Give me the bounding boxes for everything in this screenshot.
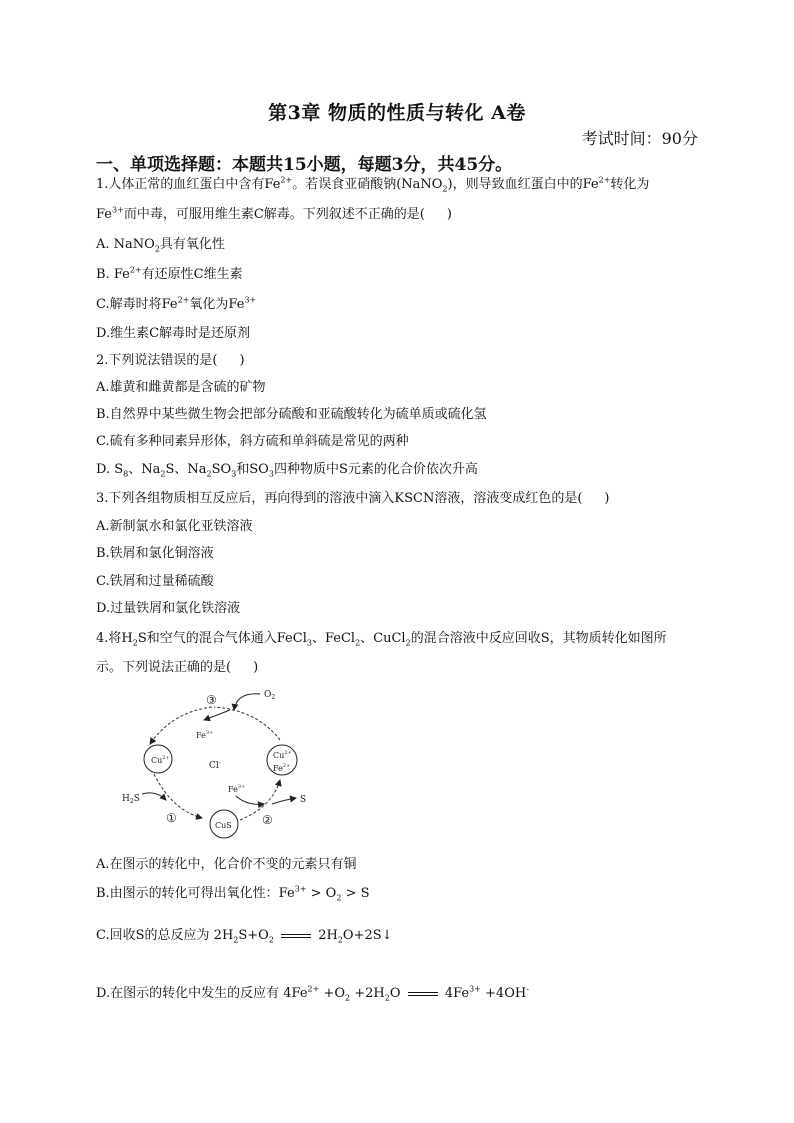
q1-option-d[interactable]: D.维生素C解毒时是还原剂 [96,326,251,341]
s-out-arrow [272,798,296,804]
q4-option-a[interactable]: A.在图示的转化中，化合价不变的元素只有铜 [96,857,357,872]
sulfur-recovery-cycle-diagram [112,682,322,842]
exam-time: 考试时间：90分 [581,129,698,148]
fe3-bottom-arrow [236,796,264,804]
step-3-label: ③ [206,693,217,707]
q2-option-a[interactable]: A.雄黄和雌黄都是含硫的矿物 [96,380,266,395]
q4-option-c[interactable]: C.回收S的总反应为 $2H_2S+O_2$ $2H_2O+2S↓$ [96,928,393,945]
q1-stem-line1: 1.人体正常的血红蛋白中含有$Fe^{2+}$。若误食亚硝酸钠(NaNO$_2$)，则导致血红蛋白中的$Fe^{2+}$转化为 [96,175,650,194]
svg-text:Fe3+: $Fe^{3+}$ [228,784,246,794]
q4-option-b[interactable]: B.由图示的转化可得出氧化性：$Fe^{3+} > O_2 > S$ [96,884,370,903]
fe3-top-arrow [204,710,230,720]
q2-option-b[interactable]: B.自然界中某些微生物会把部分硫酸和亚硫酸转化为硫单质或硫化氢 [96,407,487,422]
q3-stem: 3.下列各组物质相互反应后，再向得到的溶液中滴入KSCN溶液，溶液变成红色的是( ) [96,491,610,506]
q1-option-b[interactable]: B. $Fe^{2+}$有还原性C维生素 [96,265,243,282]
q3-option-d[interactable]: D.过量铁屑和氯化铁溶液 [96,601,241,616]
svg-text:O2: $O_2$ [264,690,276,701]
q1-option-a[interactable]: A. NaNO$_2$具有氧化性 [96,237,225,254]
cycle-arc-bottom-right [240,780,280,820]
page-title: 第3章 物质的性质与转化 A卷 [268,102,526,124]
svg-text:Fe2+: $Fe^{2+}$ [273,763,291,773]
svg-text:CuS: CuS [215,821,232,830]
o2-arrow [234,694,260,710]
svg-text:H2S: $H_2S$ [122,794,140,805]
h2s-arrow [142,793,166,800]
svg-text:Cu2+: $Cu^{2+}$ [151,755,170,765]
q3-option-b[interactable]: B.铁屑和氯化铜溶液 [96,546,214,561]
step-2-label: ② [262,813,273,827]
svg-text:Cu2+: $Cu^{2+}$ [273,750,292,760]
q1-stem-line2: $Fe^{3+}$而中毒，可服用维生素C解毒。下列叙述不正确的是( ) [96,205,452,222]
q4-option-d[interactable]: D.在图示的转化中发生的反应有 $4Fe^{2+} +O_2 +2H_2O$ $4Fe^{3+} +4OH^-$ [96,984,529,1003]
svg-text:S: S [300,795,307,805]
q4-stem-line2: 示。下列说法正确的是( ) [96,660,259,675]
equals-sign [281,934,311,938]
section-heading: 一、单项选择题：本题共15小题，每题3分，共45分。 [96,155,513,175]
q4-stem-line1: 4.将$H_2S$和空气的混合气体通入FeCl$_3$、FeCl$_2$、CuCl$_2$的混合溶液中反应回收S，其物质转化如图所 [96,631,667,648]
q2-option-c[interactable]: C.硫有多种同素异形体，斜方硫和单斜硫是常见的两种 [96,434,409,449]
q3-option-a[interactable]: A.新制氯水和氯化亚铁溶液 [96,519,253,534]
svg-text:Cl-: Cl- [209,759,221,771]
q1-option-c[interactable]: C.解毒时将$Fe^{2+}$氧化为$Fe^{3+}$ [96,295,257,312]
q3-option-c[interactable]: C.铁屑和过量稀硫酸 [96,574,214,589]
step-1-label: ① [166,811,177,825]
q2-stem: 2.下列说法错误的是( ) [96,353,245,368]
q2-option-d[interactable]: D. $S_8$、$Na_2S$、$Na_2SO_3$和$SO_3$四种物质中S元素的化合价依次升高 [96,462,478,479]
svg-text:Fe3+: $Fe^{3+}$ [196,730,214,740]
equals-sign [408,992,438,996]
